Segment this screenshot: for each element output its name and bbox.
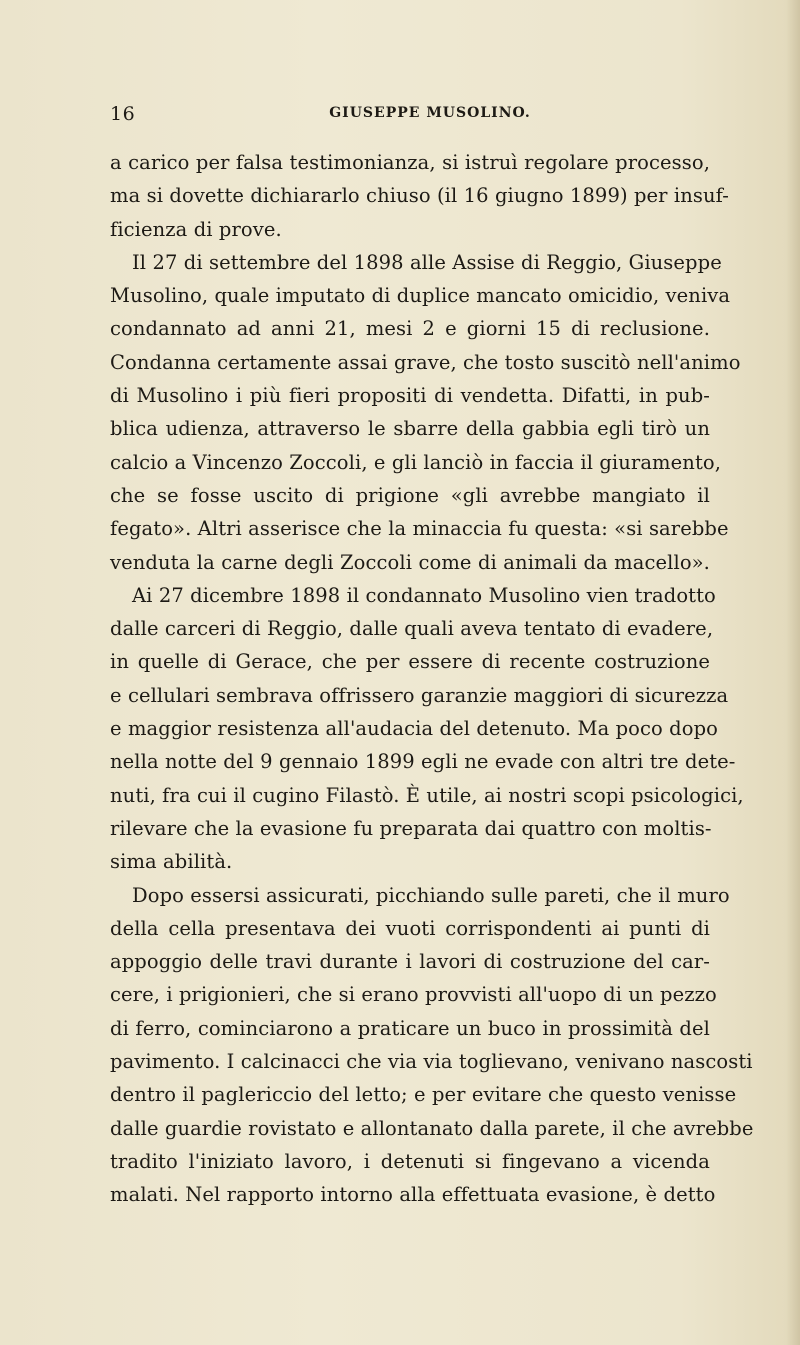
text-line: della cella presentava dei vuoti corrispondenti ai punti di [110, 916, 710, 940]
text-line: nuti, fra cui il cugino Filastò. È utile, ai nostri scopi psicologici, [110, 783, 744, 807]
text-line: Il 27 di settembre del 1898 alle Assise di Reggio, Giuseppe [132, 250, 722, 274]
page-edge-shadow [786, 0, 800, 1345]
text-line: in quelle di Gerace, che per essere di recente costruzione [110, 650, 710, 674]
text-line: malati. Nel rapporto intorno alla effettuata evasione, è detto [110, 1183, 716, 1207]
running-head: GIUSEPPE MUSOLINO. [329, 105, 531, 121]
text-line: e cellulari sembrava offrissero garanzie maggiori di sicurezza [110, 683, 729, 707]
text-line: ficienza di prove. [110, 217, 282, 241]
text-line: Musolino, quale imputato di duplice mancato omicidio, veniva [110, 284, 731, 308]
text-line: e maggior resistenza all'audacia del detenuto. Ma poco dopo [110, 717, 719, 741]
text-line: Dopo essersi assicurati, picchiando sulle pareti, che il muro [132, 883, 730, 907]
text-line: blica udienza, attraverso le sbarre della gabbia egli tirò un [110, 417, 710, 441]
text-line: calcio a Vincenzo Zoccoli, e gli lanciò in faccia il giuramento, [110, 450, 722, 474]
text-line: di ferro, cominciarono a praticare un buco in prossimità del [110, 1016, 710, 1040]
text-line: venduta la carne degli Zoccoli come di animali da macello». [110, 550, 710, 574]
text-line: appoggio delle travi durante i lavori di costruzione del car- [110, 950, 710, 974]
page-header [110, 103, 710, 129]
text-line: di Musolino i più fieri propositi di vendetta. Difatti, in pub- [110, 384, 710, 408]
text-line: dentro il paglericcio del letto; e per evitare che questo venisse [110, 1083, 737, 1107]
text-line: fegato». Altri asserisce che la minaccia fu questa: «si sarebbe [110, 517, 729, 541]
text-line: nella notte del 9 gennaio 1899 egli ne evade con altri tre dete- [110, 750, 736, 774]
text-line: Condanna certamente assai grave, che tosto suscitò nell'animo [110, 350, 741, 374]
text-line: ma si dovette dichiararlo chiuso (il 16 giugno 1899) per insuf- [110, 184, 729, 208]
text-line: tradito l'iniziato lavoro, i detenuti si fingevano a vicenda [110, 1149, 710, 1173]
text-line: a carico per falsa testimonianza, si istruì regolare processo, [110, 151, 710, 174]
text-line: Ai 27 dicembre 1898 il condannato Musolino vien tradotto [132, 583, 716, 607]
text-line: dalle guardie rovistato e allontanato dalla parete, il che avrebbe [110, 1116, 754, 1140]
text-line: che se fosse uscito di prigione «gli avrebbe mangiato il [110, 483, 710, 507]
page-number: 16 [110, 103, 136, 125]
text-line: condannato ad anni 21, mesi 2 e giorni 15 di reclusione. [110, 317, 710, 341]
text-line: cere, i prigionieri, che si erano provvisti all'uopo di un pezzo [110, 983, 717, 1007]
text-line: rilevare che la evasione fu preparata dai quattro con moltis- [110, 816, 712, 840]
text-line: pavimento. I calcinacci che via via toglievano, venivano nascosti [110, 1050, 753, 1074]
body-text [110, 146, 754, 1212]
text-line: sima abilità. [110, 850, 233, 874]
text-line: dalle carceri di Reggio, dalle quali aveva tentato di evadere, [110, 617, 714, 641]
